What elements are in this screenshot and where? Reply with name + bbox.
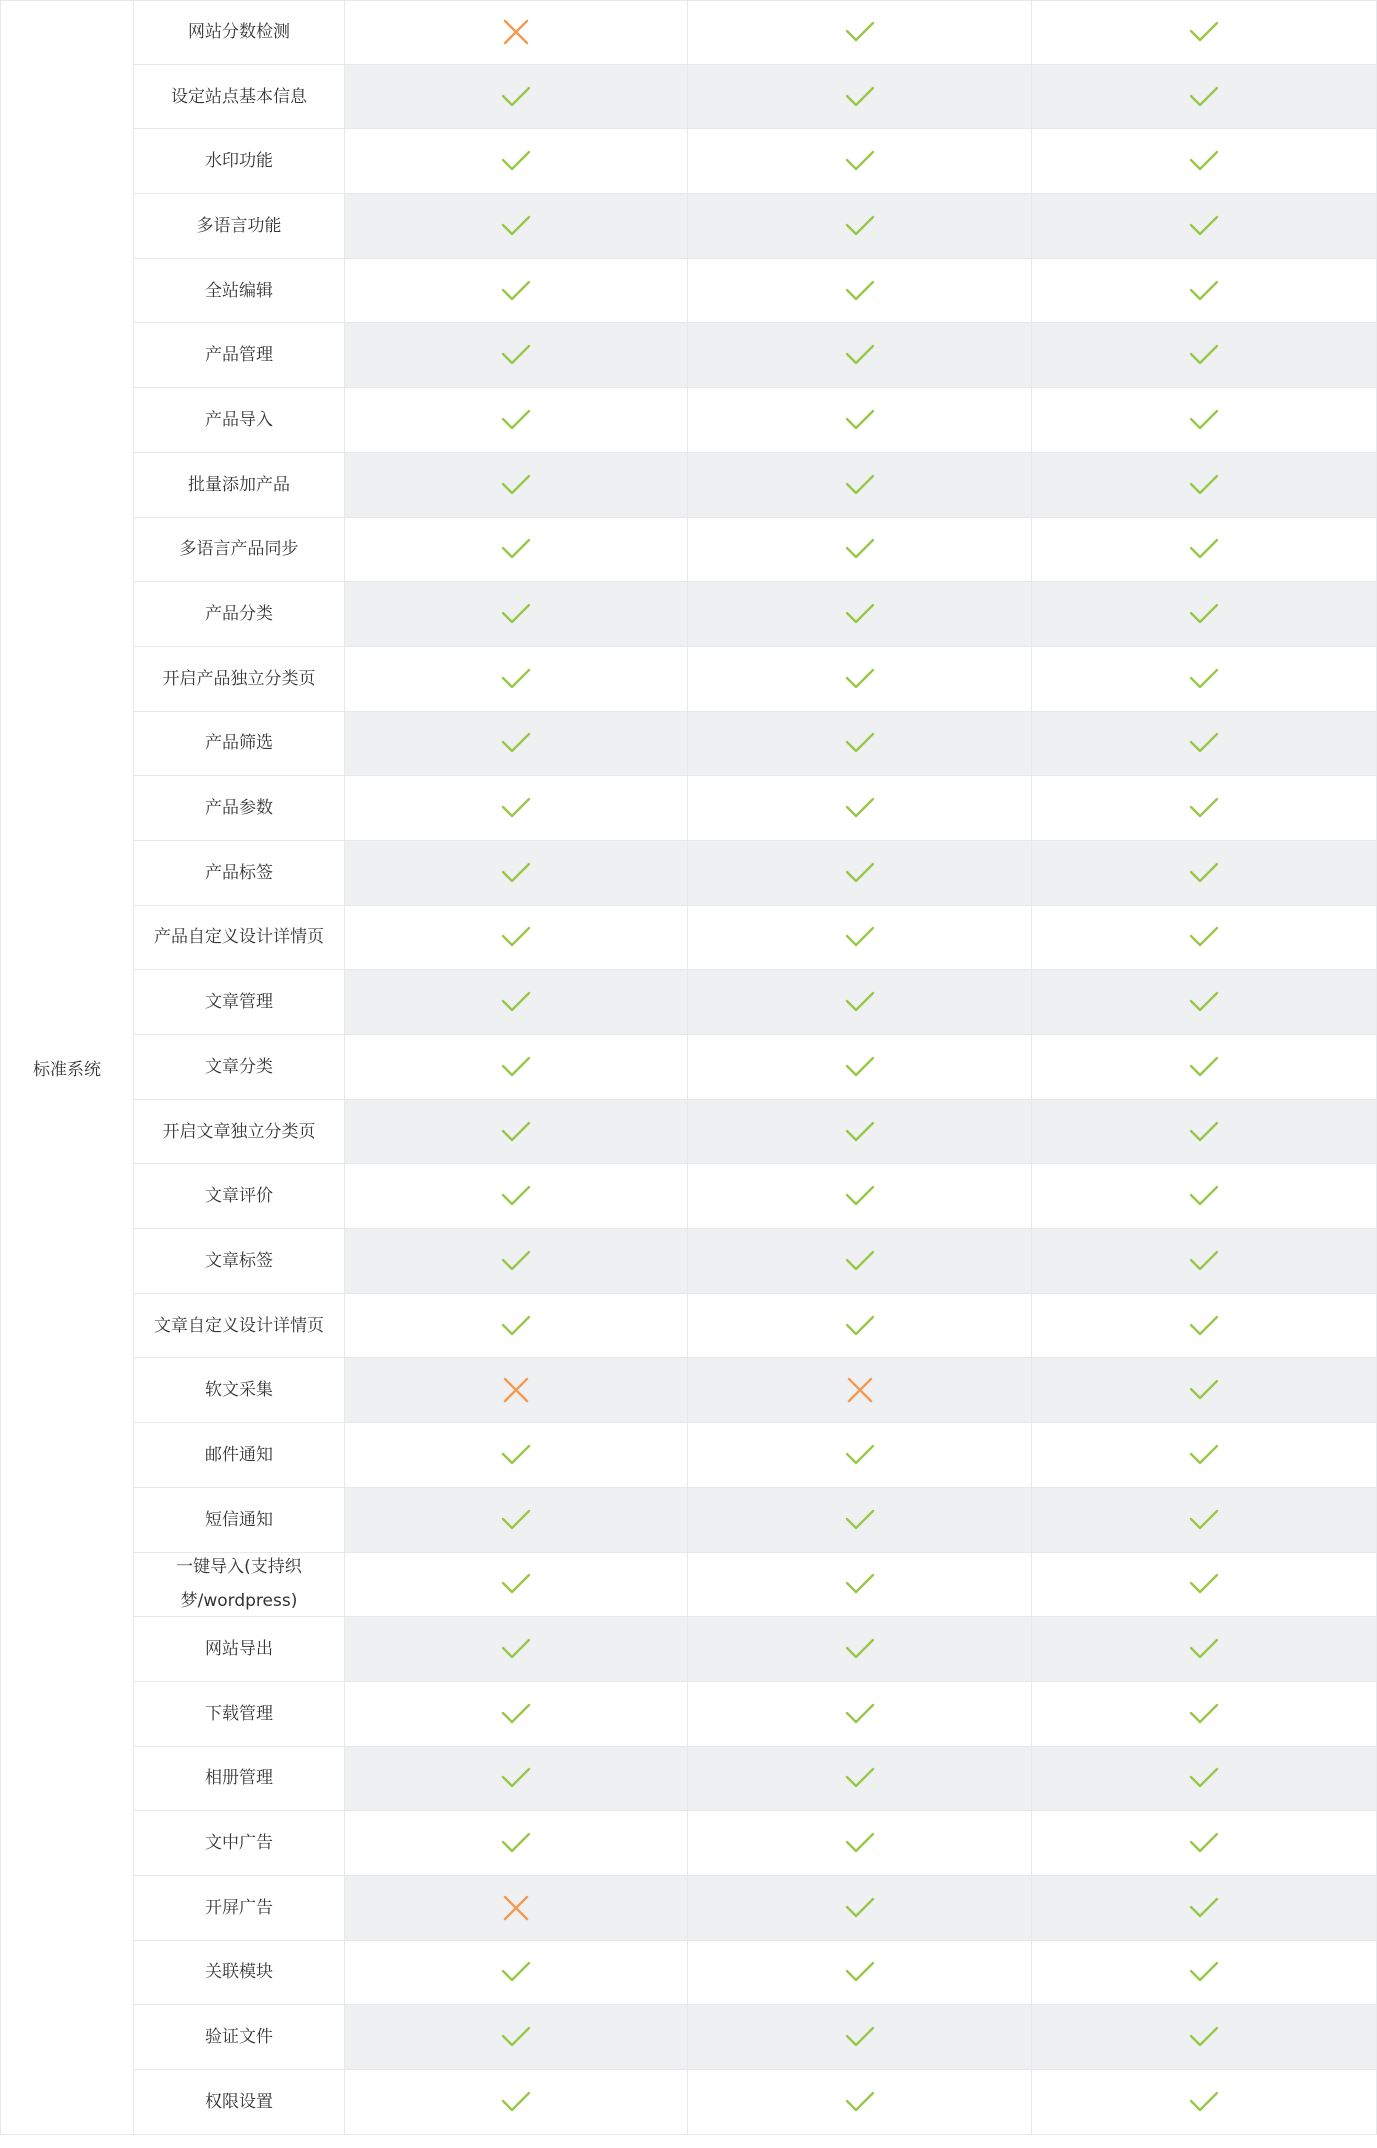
check-icon xyxy=(500,2086,532,2118)
cross-icon xyxy=(500,1892,532,1924)
table-cell-plan-3 xyxy=(1032,323,1377,388)
table-cell-plan-3 xyxy=(1032,712,1377,777)
check-icon xyxy=(1188,857,1220,889)
table-cell-plan-3 xyxy=(1032,1876,1377,1941)
check-icon xyxy=(1188,469,1220,501)
table-cell-plan-3 xyxy=(1032,970,1377,1035)
table-cell-plan-1 xyxy=(345,582,688,647)
table-cell-plan-3 xyxy=(1032,1682,1377,1747)
check-icon xyxy=(1188,1956,1220,1988)
table-cell-plan-1 xyxy=(345,1100,688,1165)
check-icon xyxy=(844,1633,876,1665)
feature-label: 软文采集 xyxy=(205,1380,273,1401)
table-cell-plan-3 xyxy=(1032,2070,1377,2135)
check-icon xyxy=(1188,2086,1220,2118)
check-icon xyxy=(1188,81,1220,113)
table-cell-plan-1 xyxy=(345,0,688,65)
table-row-feature xyxy=(134,1488,345,1553)
table-row-feature xyxy=(134,1100,345,1165)
feature-label: 文章管理 xyxy=(205,992,273,1013)
check-icon xyxy=(500,469,532,501)
table-cell-plan-2 xyxy=(688,194,1032,259)
table-cell-plan-1 xyxy=(345,194,688,259)
table-cell-plan-3 xyxy=(1032,129,1377,194)
table-row-feature xyxy=(134,1682,345,1747)
table-cell-plan-2 xyxy=(688,1358,1032,1423)
feature-label: 开启文章独立分类页 xyxy=(162,1121,316,1142)
feature-label: 关联模块 xyxy=(205,1962,273,1983)
feature-label: 产品导入 xyxy=(205,409,273,430)
table-row-feature xyxy=(134,453,345,518)
check-icon xyxy=(500,533,532,565)
table-cell-plan-1 xyxy=(345,1682,688,1747)
table-cell-plan-2 xyxy=(688,259,1032,324)
check-icon xyxy=(500,598,532,630)
table-cell-plan-2 xyxy=(688,647,1032,712)
check-icon xyxy=(1188,339,1220,371)
table-cell-plan-3 xyxy=(1032,582,1377,647)
check-icon xyxy=(1188,1245,1220,1277)
table-cell-plan-1 xyxy=(345,2070,688,2135)
table-cell-plan-2 xyxy=(688,1100,1032,1165)
feature-label: 文章标签 xyxy=(205,1250,273,1271)
category-label: 标准系统 xyxy=(33,1059,101,1080)
check-icon xyxy=(844,145,876,177)
feature-label: 产品筛选 xyxy=(205,733,273,754)
table-cell-plan-1 xyxy=(345,1164,688,1229)
check-icon xyxy=(844,1439,876,1471)
table-cell-plan-2 xyxy=(688,2070,1032,2135)
table-cell-plan-2 xyxy=(688,776,1032,841)
check-icon xyxy=(844,1310,876,1342)
table-cell-plan-2 xyxy=(688,1553,1032,1618)
feature-label: 多语言产品同步 xyxy=(179,539,299,560)
table-cell-plan-3 xyxy=(1032,1617,1377,1682)
check-icon xyxy=(844,663,876,695)
table-row-feature xyxy=(134,1811,345,1876)
table-cell-plan-3 xyxy=(1032,1423,1377,1488)
table-cell-plan-2 xyxy=(688,582,1032,647)
table-cell-plan-1 xyxy=(345,65,688,130)
feature-label: 文章自定义设计详情页 xyxy=(154,1315,324,1336)
feature-label: 产品管理 xyxy=(205,345,273,366)
feature-label: 全站编辑 xyxy=(205,280,273,301)
table-cell-plan-1 xyxy=(345,1811,688,1876)
check-icon xyxy=(1188,1892,1220,1924)
check-icon xyxy=(844,210,876,242)
check-icon xyxy=(1188,986,1220,1018)
check-icon xyxy=(500,275,532,307)
table-cell-plan-1 xyxy=(345,1423,688,1488)
table-cell-plan-2 xyxy=(688,1229,1032,1294)
table-row-feature xyxy=(134,970,345,1035)
check-icon xyxy=(1188,533,1220,565)
check-icon xyxy=(1188,1827,1220,1859)
check-icon xyxy=(844,921,876,953)
feature-label: 产品标签 xyxy=(205,862,273,883)
table-cell-plan-1 xyxy=(345,388,688,453)
table-cell-plan-2 xyxy=(688,1747,1032,1812)
table-cell-plan-3 xyxy=(1032,1941,1377,2006)
table-cell-plan-3 xyxy=(1032,1747,1377,1812)
check-icon xyxy=(844,598,876,630)
check-icon xyxy=(500,210,532,242)
check-icon xyxy=(1188,1698,1220,1730)
table-cell-plan-2 xyxy=(688,2005,1032,2070)
table-cell-plan-3 xyxy=(1032,1294,1377,1359)
check-icon xyxy=(500,1633,532,1665)
table-cell-plan-2 xyxy=(688,388,1032,453)
category-cell xyxy=(0,0,134,2135)
check-icon xyxy=(844,986,876,1018)
table-row-feature xyxy=(134,1035,345,1100)
check-icon xyxy=(844,857,876,889)
check-icon xyxy=(1188,210,1220,242)
check-icon xyxy=(844,275,876,307)
table-cell-plan-2 xyxy=(688,1941,1032,2006)
table-row-feature xyxy=(134,1876,345,1941)
check-icon xyxy=(1188,16,1220,48)
table-cell-plan-3 xyxy=(1032,259,1377,324)
check-icon xyxy=(1188,1633,1220,1665)
table-cell-plan-3 xyxy=(1032,1035,1377,1100)
feature-label: 短信通知 xyxy=(205,1509,273,1530)
check-icon xyxy=(844,16,876,48)
table-cell-plan-3 xyxy=(1032,453,1377,518)
check-icon xyxy=(1188,1762,1220,1794)
check-icon xyxy=(1188,792,1220,824)
check-icon xyxy=(1188,1051,1220,1083)
check-icon xyxy=(500,1568,532,1600)
check-icon xyxy=(1188,145,1220,177)
table-cell-plan-1 xyxy=(345,259,688,324)
table-cell-plan-3 xyxy=(1032,906,1377,971)
check-icon xyxy=(844,792,876,824)
check-icon xyxy=(1188,1180,1220,1212)
table-cell-plan-1 xyxy=(345,323,688,388)
check-icon xyxy=(500,404,532,436)
cross-icon xyxy=(500,1374,532,1406)
check-icon xyxy=(844,81,876,113)
table-cell-plan-1 xyxy=(345,712,688,777)
check-icon xyxy=(500,2021,532,2053)
feature-label: 开启产品独立分类页 xyxy=(162,668,316,689)
check-icon xyxy=(500,921,532,953)
check-icon xyxy=(500,727,532,759)
table-cell-plan-1 xyxy=(345,2005,688,2070)
check-icon xyxy=(844,533,876,565)
table-cell-plan-2 xyxy=(688,518,1032,583)
table-row-feature xyxy=(134,582,345,647)
check-icon xyxy=(844,2021,876,2053)
table-cell-plan-2 xyxy=(688,65,1032,130)
table-cell-plan-2 xyxy=(688,1423,1032,1488)
check-icon xyxy=(844,1827,876,1859)
check-icon xyxy=(500,1116,532,1148)
table-row-feature xyxy=(134,194,345,259)
table-cell-plan-2 xyxy=(688,712,1032,777)
table-row-feature xyxy=(134,1358,345,1423)
table-row-feature xyxy=(134,776,345,841)
table-cell-plan-1 xyxy=(345,1358,688,1423)
table-cell-plan-1 xyxy=(345,1747,688,1812)
feature-label: 网站导出 xyxy=(205,1639,273,1660)
table-cell-plan-3 xyxy=(1032,2005,1377,2070)
table-cell-plan-3 xyxy=(1032,647,1377,712)
check-icon xyxy=(1188,1568,1220,1600)
check-icon xyxy=(844,1051,876,1083)
check-icon xyxy=(844,1956,876,1988)
feature-label: 相册管理 xyxy=(205,1768,273,1789)
check-icon xyxy=(500,986,532,1018)
table-row-feature xyxy=(134,388,345,453)
table-cell-plan-2 xyxy=(688,1617,1032,1682)
table-cell-plan-3 xyxy=(1032,841,1377,906)
table-cell-plan-2 xyxy=(688,323,1032,388)
table-cell-plan-1 xyxy=(345,906,688,971)
check-icon xyxy=(844,1892,876,1924)
table-cell-plan-2 xyxy=(688,1811,1032,1876)
check-icon xyxy=(1188,2021,1220,2053)
check-icon xyxy=(844,2086,876,2118)
table-row-feature xyxy=(134,323,345,388)
table-row-feature xyxy=(134,1617,345,1682)
table-cell-plan-3 xyxy=(1032,1553,1377,1618)
table-row-feature xyxy=(134,518,345,583)
check-icon xyxy=(844,727,876,759)
feature-label: 验证文件 xyxy=(205,2027,273,2048)
feature-label: 一键导入(支持织梦/wordpress) xyxy=(176,1557,302,1612)
table-cell-plan-2 xyxy=(688,970,1032,1035)
check-icon xyxy=(844,1568,876,1600)
check-icon xyxy=(844,1762,876,1794)
table-row-feature xyxy=(134,1294,345,1359)
table-cell-plan-1 xyxy=(345,129,688,194)
feature-label: 邮件通知 xyxy=(205,1444,273,1465)
table-cell-plan-2 xyxy=(688,1488,1032,1553)
table-row-feature xyxy=(134,1941,345,2006)
table-row-feature xyxy=(134,647,345,712)
check-icon xyxy=(1188,1439,1220,1471)
feature-label: 产品自定义设计详情页 xyxy=(154,927,324,948)
check-icon xyxy=(500,1698,532,1730)
feature-label: 权限设置 xyxy=(205,2091,273,2112)
table-cell-plan-3 xyxy=(1032,65,1377,130)
table-cell-plan-3 xyxy=(1032,1811,1377,1876)
cross-icon xyxy=(500,16,532,48)
table-row-feature xyxy=(134,1423,345,1488)
feature-label: 文章分类 xyxy=(205,1056,273,1077)
table-cell-plan-1 xyxy=(345,841,688,906)
table-row-feature xyxy=(134,0,345,65)
check-icon xyxy=(1188,275,1220,307)
table-cell-plan-3 xyxy=(1032,0,1377,65)
check-icon xyxy=(844,1245,876,1277)
table-cell-plan-1 xyxy=(345,1876,688,1941)
check-icon xyxy=(1188,727,1220,759)
table-cell-plan-3 xyxy=(1032,194,1377,259)
check-icon xyxy=(1188,663,1220,695)
check-icon xyxy=(500,1762,532,1794)
table-cell-plan-2 xyxy=(688,129,1032,194)
feature-label: 多语言功能 xyxy=(196,215,282,236)
table-row-feature xyxy=(134,2070,345,2135)
table-row-feature xyxy=(134,2005,345,2070)
table-cell-plan-3 xyxy=(1032,1488,1377,1553)
check-icon xyxy=(1188,1374,1220,1406)
table-cell-plan-2 xyxy=(688,1682,1032,1747)
table-cell-plan-2 xyxy=(688,1164,1032,1229)
table-cell-plan-2 xyxy=(688,841,1032,906)
check-icon xyxy=(500,1504,532,1536)
check-icon xyxy=(500,857,532,889)
feature-label: 文中广告 xyxy=(205,1833,273,1854)
table-cell-plan-2 xyxy=(688,0,1032,65)
table-row-feature xyxy=(134,1747,345,1812)
table-cell-plan-2 xyxy=(688,453,1032,518)
table-cell-plan-1 xyxy=(345,647,688,712)
table-cell-plan-1 xyxy=(345,970,688,1035)
table-cell-plan-1 xyxy=(345,1488,688,1553)
table-row-feature xyxy=(134,712,345,777)
check-icon xyxy=(844,469,876,501)
table-row-feature xyxy=(134,65,345,130)
feature-label: 产品分类 xyxy=(205,604,273,625)
check-icon xyxy=(844,339,876,371)
table-cell-plan-2 xyxy=(688,1876,1032,1941)
check-icon xyxy=(844,404,876,436)
table-cell-plan-2 xyxy=(688,1035,1032,1100)
check-icon xyxy=(1188,404,1220,436)
check-icon xyxy=(1188,1116,1220,1148)
table-cell-plan-3 xyxy=(1032,388,1377,453)
table-cell-plan-1 xyxy=(345,518,688,583)
check-icon xyxy=(500,81,532,113)
table-cell-plan-3 xyxy=(1032,776,1377,841)
check-icon xyxy=(1188,598,1220,630)
check-icon xyxy=(500,1827,532,1859)
feature-label: 设定站点基本信息 xyxy=(171,86,307,107)
table-row-feature xyxy=(134,259,345,324)
feature-label: 下载管理 xyxy=(205,1703,273,1724)
feature-label: 文章评价 xyxy=(205,1186,273,1207)
table-cell-plan-3 xyxy=(1032,1358,1377,1423)
cross-icon xyxy=(844,1374,876,1406)
table-cell-plan-1 xyxy=(345,1617,688,1682)
check-icon xyxy=(1188,1504,1220,1536)
table-row-feature xyxy=(134,129,345,194)
feature-label: 网站分数检测 xyxy=(188,22,290,43)
check-icon xyxy=(500,1310,532,1342)
check-icon xyxy=(1188,1310,1220,1342)
table-cell-plan-1 xyxy=(345,776,688,841)
table-cell-plan-1 xyxy=(345,1941,688,2006)
table-row-feature xyxy=(134,906,345,971)
check-icon xyxy=(500,339,532,371)
check-icon xyxy=(500,792,532,824)
check-icon xyxy=(500,1439,532,1471)
check-icon xyxy=(1188,921,1220,953)
feature-label: 批量添加产品 xyxy=(188,474,290,495)
feature-label: 开屏广告 xyxy=(205,1897,273,1918)
table-cell-plan-3 xyxy=(1032,1100,1377,1165)
check-icon xyxy=(500,1051,532,1083)
check-icon xyxy=(844,1116,876,1148)
check-icon xyxy=(500,1245,532,1277)
check-icon xyxy=(500,1956,532,1988)
check-icon xyxy=(844,1504,876,1536)
table-cell-plan-1 xyxy=(345,453,688,518)
check-icon xyxy=(844,1180,876,1212)
table-cell-plan-3 xyxy=(1032,1164,1377,1229)
table-cell-plan-1 xyxy=(345,1553,688,1618)
table-cell-plan-1 xyxy=(345,1294,688,1359)
feature-label: 产品参数 xyxy=(205,798,273,819)
table-cell-plan-2 xyxy=(688,906,1032,971)
check-icon xyxy=(500,145,532,177)
check-icon xyxy=(500,663,532,695)
check-icon xyxy=(500,1180,532,1212)
table-row-feature xyxy=(134,1229,345,1294)
check-icon xyxy=(844,1698,876,1730)
table-cell-plan-1 xyxy=(345,1035,688,1100)
table-row-feature xyxy=(134,841,345,906)
table-cell-plan-3 xyxy=(1032,518,1377,583)
table-cell-plan-3 xyxy=(1032,1229,1377,1294)
table-row-feature xyxy=(134,1164,345,1229)
feature-label: 水印功能 xyxy=(205,151,273,172)
table-cell-plan-2 xyxy=(688,1294,1032,1359)
table-cell-plan-1 xyxy=(345,1229,688,1294)
table-row-feature xyxy=(134,1553,345,1618)
